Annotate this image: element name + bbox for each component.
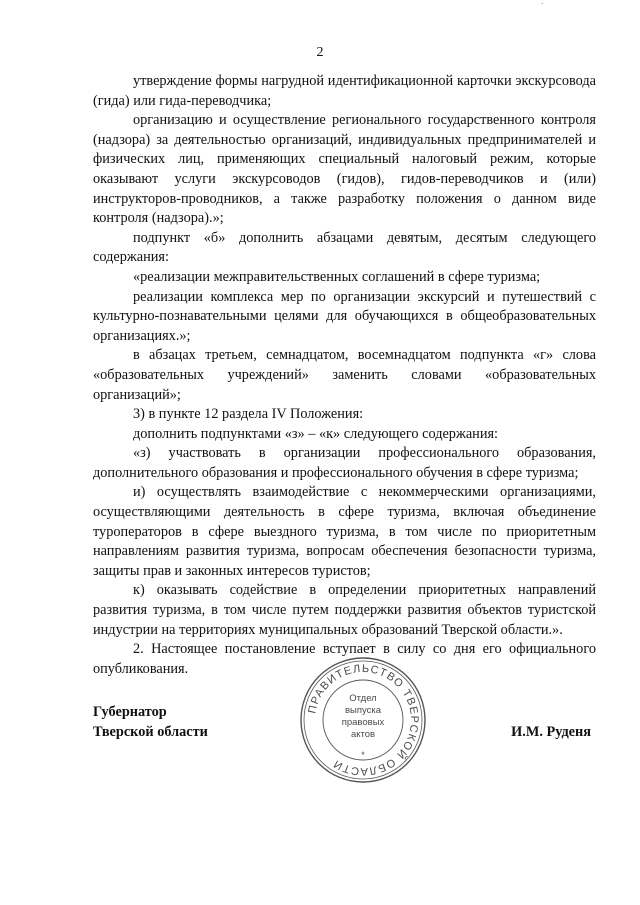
- paragraph: 2. Настоящее постановление вступает в силу со дня его официального опубликования.: [93, 641, 596, 677]
- paragraph: организацию и осуществление регионального государственного контроля (надзора) за деятельностью организаций, индивидуальных предпринимателей и физических лиц, применяющих специальный налоговый режим, которые оказывают услуги экскурсоводов (гидов), гидов-переводчиков и (или) инструкторов-проводников, а также разработку положения о данном виде контроля (надзора).»;: [93, 112, 596, 227]
- signatory-title-line: Губернатор: [93, 704, 167, 720]
- signature-block: [93, 703, 596, 763]
- paragraph: и) осуществлять взаимодействие с некоммерческими организациями, осуществляющими деятельность в сфере туризма, включая объединение туроператоров в сфере выездного туризма, в том числе по приоритетным направлениям развития туризма, вопросам обеспечения безопасности туризма, защиты прав и законных интересов туристов;: [93, 484, 596, 579]
- paragraph: подпункт «б» дополнить абзацами девятым, десятым следующего содержания:: [93, 229, 596, 266]
- paragraph: в абзацах третьем, семнадцатом, восемнадцатом подпункта «г» слова «образовательных учреждений» заменить словами «образовательных организаций»;: [93, 347, 596, 403]
- seal-star: *: [361, 750, 365, 760]
- body-text: [93, 72, 596, 679]
- page-number: 2: [316, 45, 324, 60]
- seal-line: актов: [350, 729, 376, 740]
- paragraph: «з) участвовать в организации профессионального образования, дополнительного образования и профессионального обучения в сфере туризма;: [93, 445, 596, 481]
- signatory-title: [93, 703, 208, 742]
- seal-line: правовых: [341, 717, 385, 728]
- seal-line: Отдел: [349, 693, 377, 704]
- paragraph: утверждение формы нагрудной идентификационной карточки экскурсовода (гида) или гида-переводчика;: [93, 73, 596, 109]
- signatory-name: И.М. Руденя: [511, 723, 591, 740]
- signatory-title-line: Тверской области: [93, 723, 208, 740]
- paragraph: «реализации межправительственных соглашений в сфере туризма;: [133, 268, 541, 285]
- paragraph: дополнить подпунктами «з» – «к» следующего содержания:: [133, 425, 499, 442]
- paragraph: реализации комплекса мер по организации экскурсий и путешествий с культурно-познавательными целями для обучающихся в общеобразовательных организациях.»;: [93, 288, 596, 344]
- paragraph: к) оказывать содействие в определении приоритетных направлений развития туризма, в том числе путем поддержки развития объектов туристской индустрии на территориях муниципальных образований Тверской области.».: [93, 582, 596, 638]
- seal-ring-text: ПРАВИТЕЛЬСТВО ТВЕРСКОЙ ОБЛАСТИ: [306, 662, 421, 778]
- seal-line: выпуска: [344, 705, 382, 716]
- paragraph: 3) в пункте 12 раздела IV Положения:: [133, 406, 364, 423]
- corner-mark: `: [541, 2, 544, 11]
